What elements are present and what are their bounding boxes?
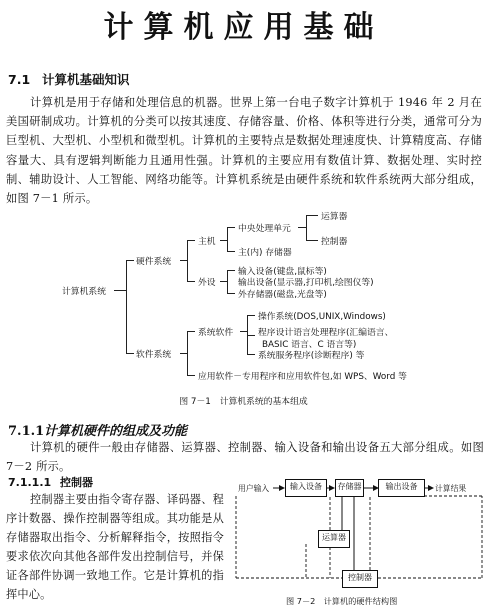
fig1-cpu: 中央处理单元 <box>238 224 291 234</box>
subsection-number: 7.1.1 <box>8 424 45 439</box>
fig1-os: 操作系统(DOS,UNIX,Windows) <box>258 312 386 322</box>
fig1-output-device: 输出设备(显示器,打印机,绘图仪等) <box>238 278 374 288</box>
fig1-software: 软件系统 <box>136 350 172 360</box>
fig2-results: 计算结果 <box>435 484 467 493</box>
fig2-controller-box: 控制器 <box>342 570 378 588</box>
section-number: 7.1 <box>8 72 31 87</box>
intro-paragraph: 计算机是用于存储和处理信息的机器。世界上第一台电子数字计算机于 1946 年 2 月在美国研制成功。计算机的分类可以按其速度、存储容量、价格、体积等进行分类，通常可分为巨型机、大型机、小型机和微型机。计算机的主要特点是数据处理速度快、计算精度高、存储容量大、具有逻辑判断能力且通用性强。计算机的主要应用有数值计算、数据处理、实时控制、辅助设计、人工智能、网络功能等。计算机系统是由硬件系统和软件系统两大部分组成，如图 7－1 所示。 <box>6 96 482 206</box>
fig1-host: 主机 <box>198 237 216 247</box>
fig1-language-2: BASIC 语言、C 语言等) <box>262 340 357 350</box>
fig2-output-device-box: 输出设备 <box>378 479 425 497</box>
fig1-controller: 控制器 <box>321 237 348 247</box>
fig1-service: 系统服务程序(诊断程序) 等 <box>258 351 365 361</box>
subsection-title: 计算机硬件的组成及功能 <box>44 424 188 439</box>
section-title: 计算机基础知识 <box>42 72 130 87</box>
fig1-external-storage: 外存储器(磁盘,光盘等) <box>238 290 327 300</box>
fig2-caption: 图 7－2 计算机的硬件结构图 <box>286 596 398 606</box>
controller-paragraph: 控制器主要由指令寄存器、译码器、程序计数器、操作控制器等组成。其功能是从存储器取出指令、分析解释指令，按照指令要求依次向其他各部件发出控制信号，并保证各部件协调一致地工作。它是计算机的指挥中心。 <box>6 493 224 601</box>
subsubsection-heading <box>8 474 93 490</box>
fig1-peripherals: 外设 <box>198 278 216 288</box>
section-heading <box>8 70 130 88</box>
fig2-input-device-box: 输入设备 <box>285 479 327 497</box>
fig2-alu-box: 运算器 <box>318 530 350 548</box>
fig1-input-device: 输入设备(键盘,鼠标等) <box>238 267 327 277</box>
fig1-caption: 图 7－1 计算机系统的基本组成 <box>179 397 308 407</box>
fig2-memory-box: 存储器 <box>335 479 364 497</box>
fig1-main-memory: 主(内) 存储器 <box>238 248 292 258</box>
fig1-hardware: 硬件系统 <box>136 257 172 267</box>
subsection-heading <box>8 420 187 439</box>
fig1-app-software: 应用软件－专用程序和应用软件包,如 WPS、Word 等 <box>198 372 407 382</box>
page-title: 计算机应用基础 <box>103 10 384 45</box>
subsubsection-number: 7.1.1.1 <box>8 476 52 489</box>
fig1-alu: 运算器 <box>321 212 348 222</box>
fig2-user-input: 用户输入 <box>238 484 270 493</box>
hardware-paragraph: 计算机的硬件一般由存储器、运算器、控制器、输入设备和输出设备五大部分组成。如图 7－2 所示。 <box>6 441 484 474</box>
subsubsection-title: 控制器 <box>60 476 93 489</box>
fig1-language-1: 程序设计语言处理程序(汇编语言、 <box>258 328 394 338</box>
fig1-root: 计算机系统 <box>62 287 106 297</box>
fig1-system-software: 系统软件 <box>198 328 234 338</box>
